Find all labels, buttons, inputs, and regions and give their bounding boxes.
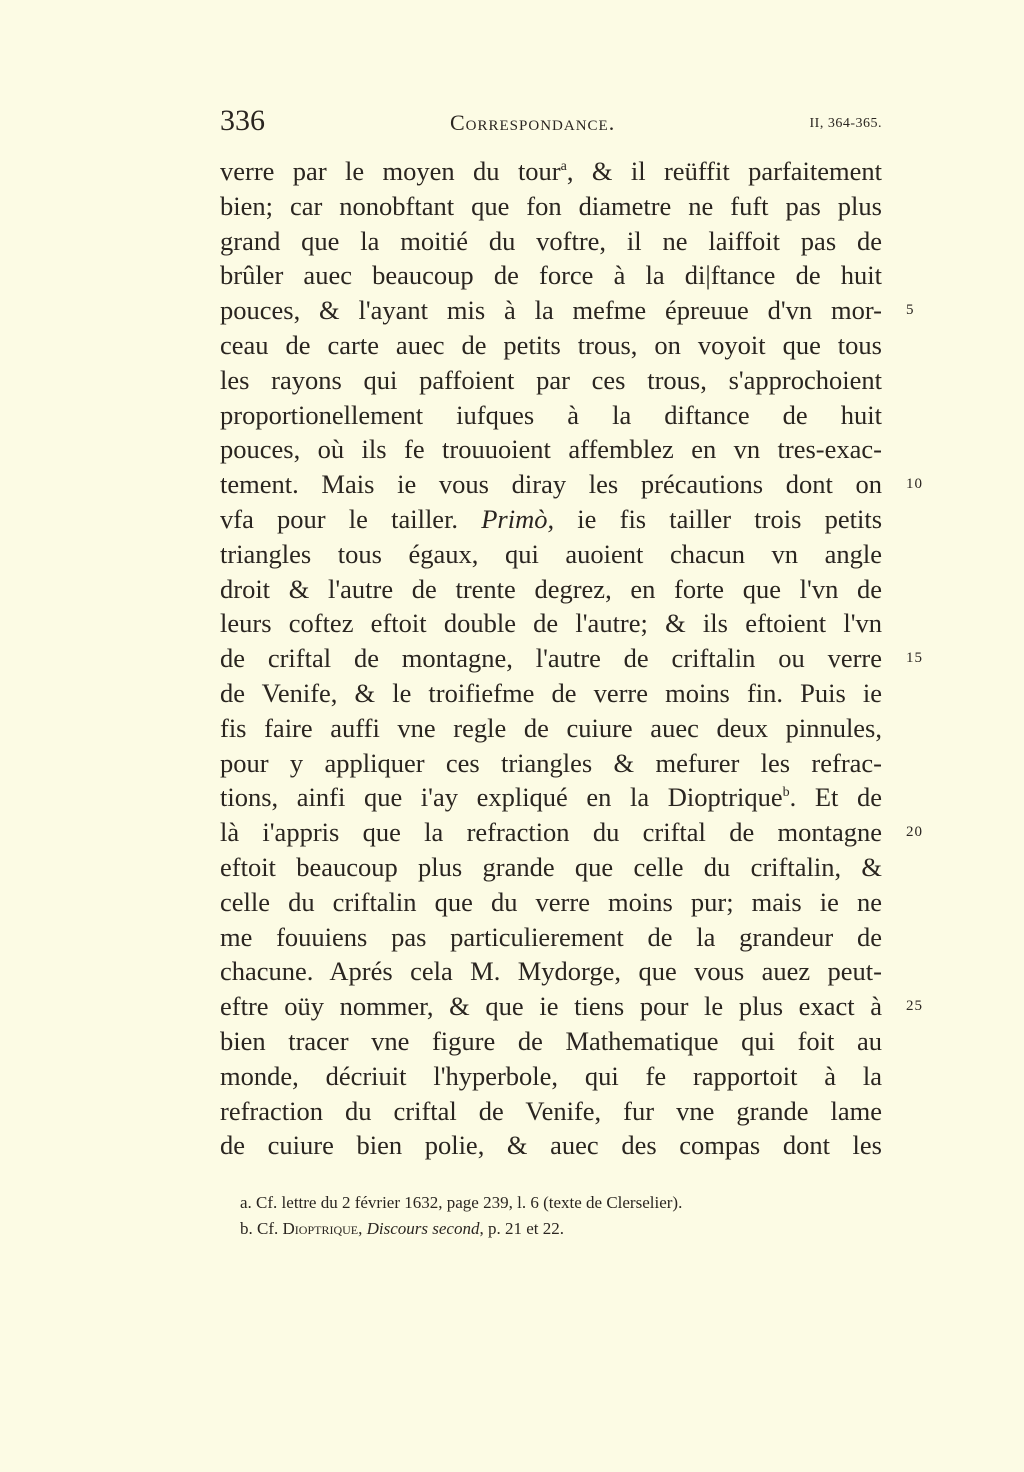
line-text-segment: fis faire auffi vne regle de cuiure auec deux pinnules,	[220, 712, 882, 743]
text-line	[220, 641, 923, 676]
text-line	[220, 328, 882, 363]
line-text-segment: de Venife, & le troifiefme de verre moins fin. Puis ie	[220, 677, 882, 708]
text-line	[220, 676, 882, 711]
footnote-marker: a.	[240, 1193, 252, 1212]
text-line	[220, 989, 923, 1024]
line-text	[220, 434, 882, 464]
line-text-segment: bien; car nonobftant que fon diametre ne fuft pas plus	[220, 190, 882, 221]
line-text-segment: là i'appris que la refraction du criftal de montagne	[220, 817, 882, 848]
line-text	[220, 504, 882, 534]
page-header	[220, 104, 882, 138]
line-text	[220, 365, 882, 395]
text-line	[220, 746, 882, 781]
text-line	[220, 467, 923, 502]
footnote-b	[240, 1216, 880, 1242]
footnote-text: Cf. lettre du 2 février 1632, page 239, l. 6 (texte de Clerselier).	[256, 1193, 683, 1212]
line-text-segment: ceau de carte auec de petits trous, on voyoit que tous	[220, 329, 882, 360]
line-text	[220, 991, 882, 1021]
line-text	[220, 191, 882, 221]
text-line	[220, 1059, 882, 1094]
line-text-segment: eftoit beaucoup plus grande que celle du criftalin, &	[220, 851, 882, 882]
line-text	[220, 1130, 882, 1160]
text-line	[220, 224, 882, 259]
text-line	[220, 432, 882, 467]
line-text	[220, 922, 882, 952]
line-text	[220, 260, 882, 290]
text-line	[220, 502, 882, 537]
text-line	[220, 258, 882, 293]
text-line	[220, 606, 882, 641]
margin-line-number: 10	[906, 476, 923, 493]
line-text	[220, 295, 882, 325]
page-number: 336	[220, 104, 265, 137]
footnotes	[240, 1190, 880, 1242]
footnote-suffix: , p. 21 et 22.	[479, 1219, 564, 1238]
text-line	[220, 920, 882, 955]
margin-line-number: 20	[906, 824, 923, 841]
text-line	[220, 711, 882, 746]
text-line	[220, 363, 882, 398]
line-text-segment: tions, ainfi que i'ay expliqué en la Dioptrique	[220, 782, 783, 813]
text-line	[220, 954, 882, 989]
line-text-segment: monde, décriuit l'hyperbole, qui fe rapportoit à la	[220, 1060, 882, 1091]
text-line	[220, 1094, 882, 1129]
line-text-segment: chacune. Aprés cela M. Mydorge, que vous auez peut-	[220, 956, 882, 987]
footnote-marker: b.	[240, 1219, 253, 1238]
line-text-segment: triangles tous égaux, qui auoient chacun vn angle	[220, 538, 882, 569]
footnote-section-title: Discours second	[366, 1219, 480, 1238]
running-title: Correspondance.	[450, 110, 616, 135]
line-text-segment: de criftal de montagne, l'autre de criftalin ou verre	[220, 643, 882, 674]
line-text	[220, 852, 882, 882]
line-text	[220, 817, 882, 847]
text-line	[220, 293, 915, 328]
line-text-segment: leurs coftez eftoit double de l'autre; & ils eftoient l'vn	[220, 608, 882, 639]
line-text	[220, 330, 882, 360]
line-text	[220, 226, 882, 256]
line-text-segment: pouces, où ils fe trouuoient affemblez en vn tres-exac-	[220, 434, 882, 465]
footnote-prefix: Cf.	[257, 1219, 283, 1238]
line-text-segment: de cuiure bien polie, & auec des compas dont les	[220, 1130, 882, 1161]
footnote-reference: a	[560, 159, 567, 175]
line-text-segment: me fouuiens pas particulierement de la grandeur de	[220, 921, 882, 952]
text-line	[220, 780, 882, 815]
line-text	[220, 469, 882, 499]
line-text	[220, 400, 882, 430]
line-text-segment: . Et de	[789, 782, 882, 813]
text-line	[220, 572, 882, 607]
margin-line-number: 5	[906, 302, 915, 319]
line-text-segment: refraction du criftal de Venife, fur vne grande lame	[220, 1095, 882, 1126]
line-text-segment: grand que la moitié du voftre, il ne laiffoit pas de	[220, 225, 882, 256]
body-text	[220, 154, 923, 1163]
line-text-segment: pouces, & l'ayant mis à la mefme épreuue d'vn mor-	[220, 295, 882, 326]
line-text-segment: tement. Mais ie vous diray les précautions dont on	[220, 469, 882, 500]
margin-line-number: 15	[906, 650, 923, 667]
line-text-segment: proportionellement iufques à la diftance de huit	[220, 399, 882, 430]
line-text	[220, 713, 882, 743]
text-line	[220, 154, 882, 189]
line-text	[220, 887, 882, 917]
text-line	[220, 1024, 882, 1059]
line-text	[220, 678, 882, 708]
text-line	[220, 850, 882, 885]
line-text-segment: verre par le moyen du tour	[220, 156, 561, 186]
line-text-segment: brûler auec beaucoup de force à la di|ftance de huit	[220, 260, 882, 291]
text-line	[220, 885, 882, 920]
line-text-segment: vfa pour le tailler.	[220, 503, 482, 534]
page-reference: II, 364-365.	[809, 116, 882, 131]
line-text-segment: bien tracer vne figure de Mathematique qui foit au	[220, 1025, 882, 1056]
line-text-segment: ie fis tailler trois petits	[554, 503, 883, 534]
line-text-segment: celle du criftalin que du verre moins pur; mais ie ne	[220, 886, 882, 917]
line-text	[220, 1061, 882, 1091]
line-italic-segment: Primò,	[481, 503, 555, 534]
line-text-segment: pour y appliquer ces triangles & mefurer les refrac-	[220, 747, 882, 778]
line-text	[220, 748, 882, 778]
footnote-work-title: Dioptrique	[282, 1219, 359, 1238]
line-text	[220, 1026, 882, 1056]
text-line	[220, 537, 882, 572]
line-text	[220, 782, 882, 812]
footnote-reference: b	[782, 785, 790, 801]
line-text	[220, 539, 882, 569]
line-text	[220, 643, 882, 673]
line-text	[220, 574, 882, 604]
line-text-segment: les rayons qui paffoient par ces trous, s'approchoient	[220, 364, 882, 395]
text-line	[220, 398, 882, 433]
line-text-segment: , & il reüffit parfaitement	[566, 156, 883, 186]
line-text	[220, 156, 882, 186]
line-text	[220, 1096, 882, 1126]
text-line	[220, 1128, 882, 1163]
footnote-separator: ,	[358, 1219, 367, 1238]
line-text	[220, 956, 882, 986]
footnote-a	[240, 1190, 880, 1216]
text-line	[220, 815, 923, 850]
line-text	[220, 608, 882, 638]
line-text-segment: eftre oüy nommer, & que ie tiens pour le plus exact à	[220, 991, 882, 1022]
margin-line-number: 25	[906, 998, 923, 1015]
line-text-segment: droit & l'autre de trente degrez, en forte que l'vn de	[220, 573, 882, 604]
text-line	[220, 189, 882, 224]
